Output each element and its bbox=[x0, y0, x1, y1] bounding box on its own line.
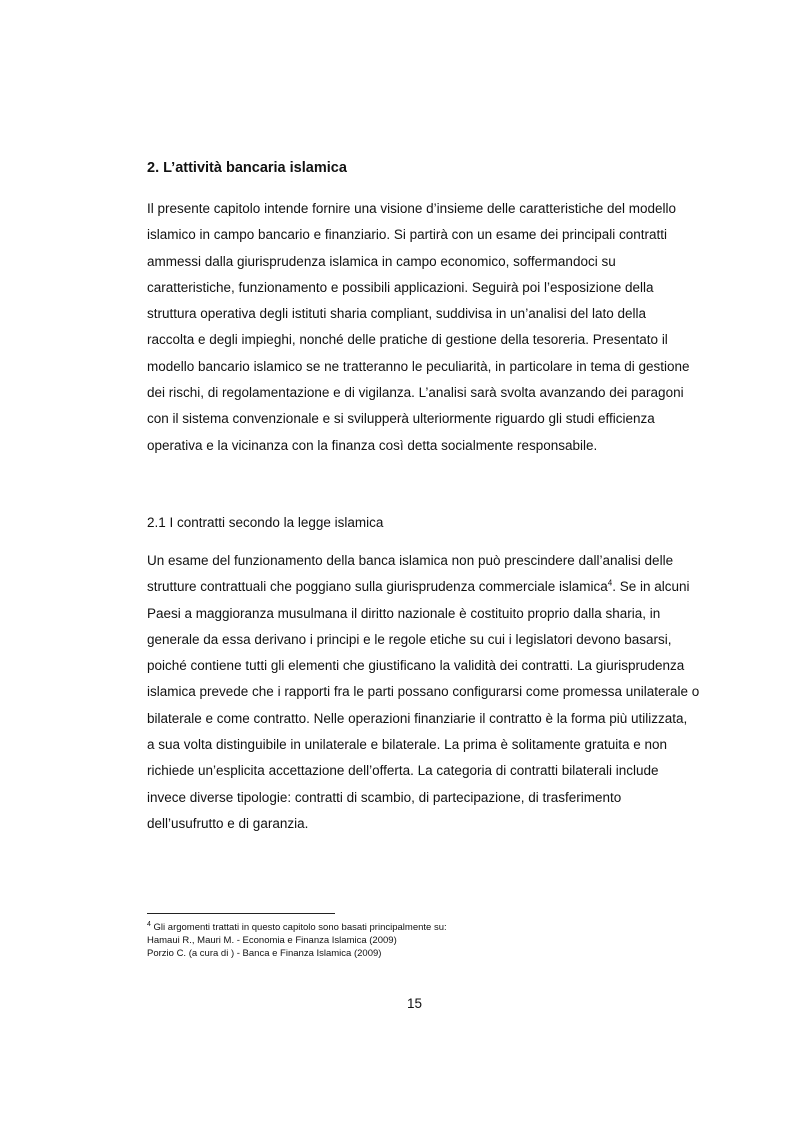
section-paragraph bbox=[147, 548, 700, 837]
footnote-reference-entry: Porzio C. (a cura di ) - Banca e Finanza Islamica (2009) bbox=[147, 948, 382, 959]
paragraph-line: Il presente capitolo intende fornire una visione d’insieme delle caratteristiche del modello bbox=[147, 201, 677, 216]
footnote-reference[interactable]: 4 bbox=[607, 578, 613, 588]
footnote-marker: 4 bbox=[147, 920, 151, 928]
section-title: 2.1 I contratti secondo la legge islamica bbox=[147, 515, 384, 530]
paragraph-line: Un esame del funzionamento della banca islamica non può prescindere dall’analisi delle bbox=[147, 553, 674, 568]
line-text: . Se in alcuni bbox=[612, 579, 690, 595]
paragraph-line: struttura operativa degli istituti sharia compliant, suddivisa in un’analisi del lato della bbox=[147, 306, 647, 322]
chapter-title: 2. L’attività bancaria islamica bbox=[147, 160, 347, 176]
intro-paragraph bbox=[147, 196, 691, 459]
footnote-text: Gli argomenti trattati in questo capitolo sono basati principalmente su: bbox=[150, 922, 447, 933]
paragraph-line: dei rischi, di regolamentazione e di vigilanza. L’analisi sarà svolta avanzando dei paragoni bbox=[147, 385, 684, 401]
footnote-reference-entry: Hamaui R., Mauri M. - Economia e Finanza Islamica (2009) bbox=[147, 935, 397, 946]
paragraph-line: caratteristiche, funzionamento e possibili applicazioni. Seguirà poi l’esposizione della bbox=[147, 279, 654, 295]
paragraph-line: ammessi dalla giurisprudenza islamica in campo economico, soffermandoci su bbox=[147, 253, 616, 269]
paragraph-line: Paesi a maggioranza musulmana il diritto nazionale è costituito proprio dalla sharia, in bbox=[147, 605, 661, 621]
paragraph-line: poiché contiene tutti gli elementi che giustificano la validità dei contratti. La giurisprudenza bbox=[147, 658, 685, 674]
paragraph-line: raccolta e degli impieghi, nonché delle pratiche di gestione della tesoreria. Presentato il bbox=[147, 332, 668, 348]
paragraph-line: con il sistema convenzionale e si svilupperà ulteriormente riguardo gli studi efficienza bbox=[147, 411, 655, 427]
line-text: strutture contrattuali che poggiano sulla giurisprudenza commerciale islamica bbox=[147, 579, 608, 595]
paragraph-line: a sua volta distinguibile in unilaterale e bilaterale. La prima è solitamente gratuita e non bbox=[147, 737, 668, 753]
footnote-divider bbox=[147, 913, 335, 914]
paragraph-line: generale da essa derivano i principi e le regole etiche su cui i legislatori devono basarsi, bbox=[147, 631, 672, 647]
paragraph-line: invece diverse tipologie: contratti di scambio, di partecipazione, di trasferimento bbox=[147, 789, 622, 805]
paragraph-line: operativa e la vicinanza con la finanza così detta socialmente responsabile. bbox=[147, 437, 598, 453]
footnote-item bbox=[147, 921, 647, 934]
page-number: 15 bbox=[406, 996, 423, 1011]
paragraph-line: islamica prevede che i rapporti fra le parti possano configurarsi come promessa unilaterale o bbox=[147, 684, 700, 700]
paragraph-line: dell’usufrutto e di garanzia. bbox=[147, 815, 309, 831]
paragraph-line: modello bancario islamico se ne tratteranno le peculiarità, in particolare in tema di gestione bbox=[147, 358, 690, 374]
paragraph-line bbox=[147, 574, 691, 600]
paragraph-line: islamico in campo bancario e finanziario. Si partirà con un esame dei principali contratti bbox=[147, 227, 668, 243]
footnote-area bbox=[147, 921, 647, 960]
paragraph-line: bilaterale e come contratto. Nelle operazioni finanziarie il contratto è la forma più utilizzata, bbox=[147, 710, 688, 726]
paragraph-line: richiede un’esplicita accettazione dell’offerta. La categoria di contratti bilaterali include bbox=[147, 763, 659, 779]
